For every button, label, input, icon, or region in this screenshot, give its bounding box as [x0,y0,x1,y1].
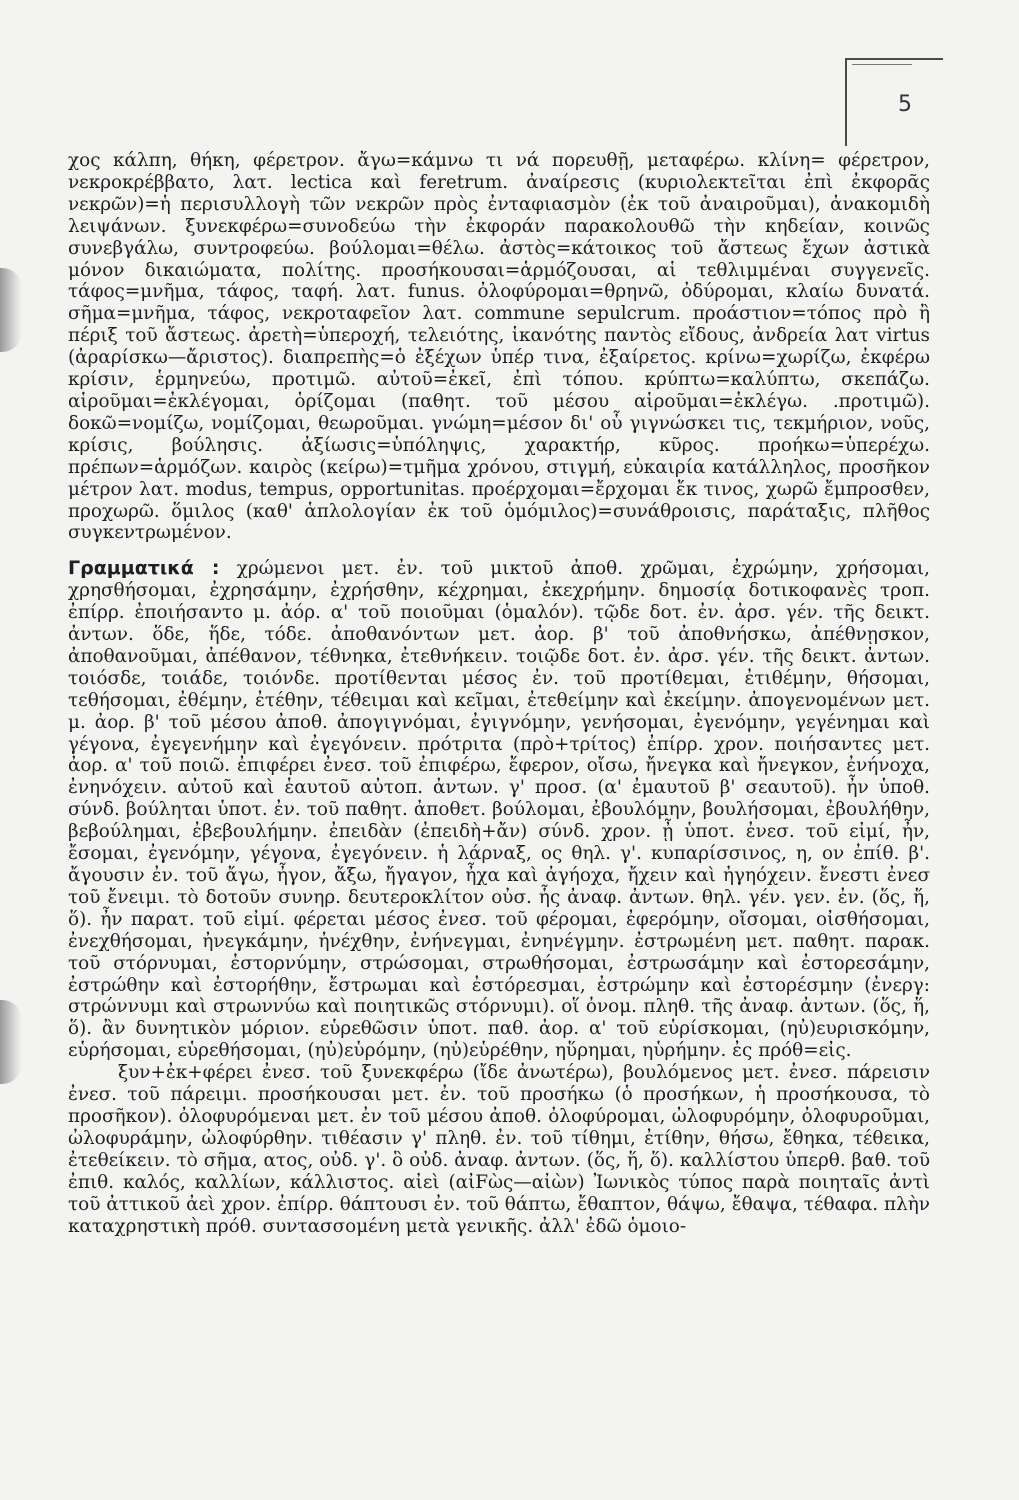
grammar-continued-paragraph: ξυν+ἐκ+φέρει ἐνεσ. τοῦ ξυνεκφέρω (ἴδε ἀνωτέρω), βουλόμενος μετ. ἐνεσ. πάρεισιν ἐνεσ. τοῦ πάρειμι. προσήκουσαι μετ. ἐν. τοῦ προσήκω (ὁ προσήκων, ἡ προσήκουσα, τὸ προσῆκον). ὀλοφυρόμεναι μετ. ἐν τοῦ μέσου ἀποθ. ὀλοφύρομαι, ὠλοφυρόμην, ὀλοφυροῦμαι, ὠλοφυράμην, ὠλοφύρθην. τιθέασιν γ' πληθ. ἐν. τοῦ τίθημι, ἐτίθην, θήσω, ἔθηκα, τέθεικα, ἐτεθείκειν. τὸ σῆμα, ατος, οὐδ. γ'. ὃ οὐδ. ἀναφ. ἀντων. (ὅς, ἥ, ὅ). καλλίστου ὑπερθ. βαθ. τοῦ ἐπιθ. καλός, καλλίων, κάλλιστος. αἰεὶ (αἰFὼς—αἰὼν) Ἰωνικὸς τύπος παρὰ ποιηταῖς ἀντὶ τοῦ ἀττικοῦ ἀεὶ χρον. ἐπίρρ. θάπτουσι ἐν. τοῦ θάπτω, ἔθαπτον, θάψω, ἔθαψα, τέθαφα. πλὴν καταχρηστικὴ πρόθ. συντασσομένη μετὰ γενικῆς. ἀλλ' ἐδῶ ὁμοιο- [68,1062,930,1237]
page-number: 5 [898,92,912,117]
binding-hole-top [0,268,22,352]
grammar-text: χρώμενοι μετ. ἐν. τοῦ μικτοῦ ἀποθ. χρῶμαι, ἐχρώμην, χρήσομαι, χρησθήσομαι, ἐχρησάμην, ἐχρήσθην, κέχρημαι, ἐκεχρήμην. δημοσίᾳ δοτικοφανὲς τροπ. ἐπίρρ. ἐποιήσαντο μ. ἀόρ. α' τοῦ ποιοῦμαι (ὁμαλόν). τῷδε δοτ. ἐν. ἀρσ. γέν. τῆς δεικτ. ἀντων. ὅδε, ἥδε, τόδε. ἀποθανόντων μετ. ἀορ. β' τοῦ ἀποθνήσκω, ἀπέθνῃσκον, ἀποθανοῦμαι, ἀπέθανον, τέθνηκα, ἐτεθνήκειν. τοιῷδε δοτ. ἐν. ἀρσ. γέν. τῆς δεικτ. ἀντων. τοιόσδε, τοιάδε, τοιόνδε. προτίθενται μέσος ἐν. τοῦ προτίθεμαι, ἐτιθέμην, θήσομαι, τεθήσομαι, ἐθέμην, ἐτέθην, τέθειμαι καὶ κεῖμαι, ἐτεθείμην καὶ ἐκείμην. ἀπογενομένων μετ. μ. ἀορ. β' τοῦ μέσου ἀποθ. ἀπογιγνόμαι, ἐγιγνόμην, γενήσομαι, ἐγενόμην, γεγένημαι καὶ γέγονα, ἐγεγενήμην καὶ ἐγεγόνειν. πρότριτα (πρὸ+τρίτος) ἐπίρρ. χρον. ποιήσαντες μετ. ἀορ. α' τοῦ ποιῶ. ἐπιφέρει ἐνεσ. τοῦ ἐπιφέρω, ἔφερον, οἴσω, ἤνεγκα καὶ ἤνεγκον, ἐνήνοχα, ἐνηνόχειν. αὐτοῦ καὶ ἑαυτοῦ αὐτοπ. ἀντων. γ' προσ. (α' ἐμαυτοῦ β' σεαυτοῦ). ἦν ὑποθ. σύνδ. βούληται ὑποτ. ἐν. τοῦ παθητ. ἀποθετ. βούλομαι, ἐβουλόμην, βουλήσομαι, ἐβουλήθην, βεβούλημαι, ἐβεβουλήμην. ἐπειδὰν (ἐπειδὴ+ἄν) σύνδ. χρον. ᾖ ὑποτ. ἐνεσ. τοῦ εἰμί, ἦν, ἔσομαι, ἐγενόμην, γέγονα, ἐγεγόνειν. ἡ λάρναξ, ος θηλ. γ'. κυπαρίσσινος, η, ον ἐπίθ. β'. ἄγουσιν ἐν. τοῦ ἄγω, ἦγον, ἄξω, ἤγαγον, ἦχα καὶ ἀγήοχα, ἤχειν καὶ ἠγηόχειν. ἔνεστι ἐνεσ τοῦ ἔνειμι. τὸ δοτοῦν συνηρ. δευτεροκλίτον οὐσ. ἧς ἀναφ. ἀντων. θηλ. γέν. γεν. ἐν. (ὅς, ἥ, ὅ). ἦν παρατ. τοῦ εἰμί. φέρεται μέσος ἐνεσ. τοῦ φέρομαι, ἐφερόμην, οἴσομαι, οἰσθήσομαι, ἐνεχθήσομαι, ἠνεγκάμην, ἠνέχθην, ἐνήνεγμαι, ἐνηνέγμην. ἐστρωμένη μετ. παθητ. παρακ. τοῦ στόρνυμαι, ἐστορνύμην, στρώσομαι, στρωθήσομαι, ἐστρωσάμην καὶ ἐστορεσάμην, ἐστρώθην καὶ ἐστορήθην, ἔστρωμαι καὶ ἐστόρεσμαι, ἐστρώμην καὶ ἐστορέσμην (ἐνεργ: στρώννυμι καὶ στρωννύω καὶ ποιητικῶς στόρνυμι). οἵ ὀνομ. πληθ. τῆς ἀναφ. ἀντων. (ὅς, ἥ, ὅ). ἂν δυνητικὸν μόριον. εὑρεθῶσιν ὑποτ. παθ. ἀορ. α' τοῦ εὑρίσκομαι, (ηὐ)ευρισκόμην, εὑρήσομαι, εὑρεθήσομαι, (ηὐ)εὑρόμην, (ηὐ)εὑρέθην, ηὕρημαι, ηὑρήμην. ἐς πρόθ=εἰς. [68,558,930,1062]
glossary-paragraph: χος κάλπη, θήκη, φέρετρον. ἄγω=κάμνω τι νά πορευθῇ, μεταφέρω. κλίνη= φέρετρον, νεκροκρέββατο, λατ. lectica καὶ feretrum. ἀναίρεσις (κυριολεκτεῖται ἐπὶ ἐκφορᾶς νεκρῶν)=ἡ περισυλλογὴ τῶν νεκρῶν πρὸς ἐνταφιασμὸν (ἐκ τοῦ ἀναιροῦμαι), ἀνακομιδὴ λειψάνων. ξυνεκφέρω=συνοδεύω τὴν ἐκφοράν παρακολουθῶ τὴν κηδείαν, κοινῶς συνεβγάλω, συντροφεύω. βούλομαι=θέλω. ἀστὸς=κάτοικος τοῦ ἄστεως ἔχων ἀστικὰ μόνον δικαιώματα, πολίτης. προσήκουσαι=ἁρμόζουσαι, αἱ τεθλιμμέναι συγγενεῖς. τάφος=μνῆμα, τάφος, ταφή. λατ. funus. ὀλοφύρομαι=θρηνῶ, ὀδύρομαι, κλαίω δυνατά. σῆμα=μνῆμα, τάφος, νεκροταφεῖον λατ. commune sepulcrum. προάστιον=τόπος πρὸ ἢ πέριξ τοῦ ἄστεως. ἀρετὴ=ὑπεροχή, τελειότης, ἱκανότης παντὸς εἴδους, ἀνδρεία λατ virtus (ἀραρίσκω—ἄριστος). διαπρεπὴς=ὁ ἐξέχων ὑπέρ τινα, ἐξαίρετος. κρίνω=χωρίζω, ἐκφέρω κρίσιν, ἑρμηνεύω, προτιμῶ. αὐτοῦ=ἐκεῖ, ἐπὶ τόπου. κρύπτω=καλύπτω, σκεπάζω. αἱροῦμαι=ἐκλέγομαι, ὁρίζομαι (παθητ. τοῦ μέσου αἱροῦμαι=ἐκλέγω. .προτιμῶ). δοκῶ=νομίζω, νομίζομαι, θεωροῦμαι. γνώμη=μέσον δι' οὗ γιγνώσκει τις, τεκμήριον, νοῦς, κρίσις, βούλησις. ἀξίωσις=ὑπόληψις, χαρακτήρ, κῦρος. προήκω=ὑπερέχω. πρέπων=ἁρμόζων. καιρὸς (κείρω)=τμῆμα χρόνου, στιγμή, εὐκαιρία κατάλληλος, προσῆκον μέτρον λατ. modus, tempus, opportunitas. προέρχομαι=ἔρχομαι ἔκ τινος, χωρῶ ἔμπροσθεν, προχωρῶ. ὅμιλος (καθ' ἁπλολογίαν ἐκ τοῦ ὁμόμιλος)=συνάθροισις, παράταξις, πλῆθος συγκεντρωμένον. [68,150,930,544]
binding-hole-bottom [0,1000,22,1084]
body-text [68,150,930,1237]
grammar-paragraph [68,558,930,1062]
grammar-section-title: Γραμματικά : [68,557,220,580]
